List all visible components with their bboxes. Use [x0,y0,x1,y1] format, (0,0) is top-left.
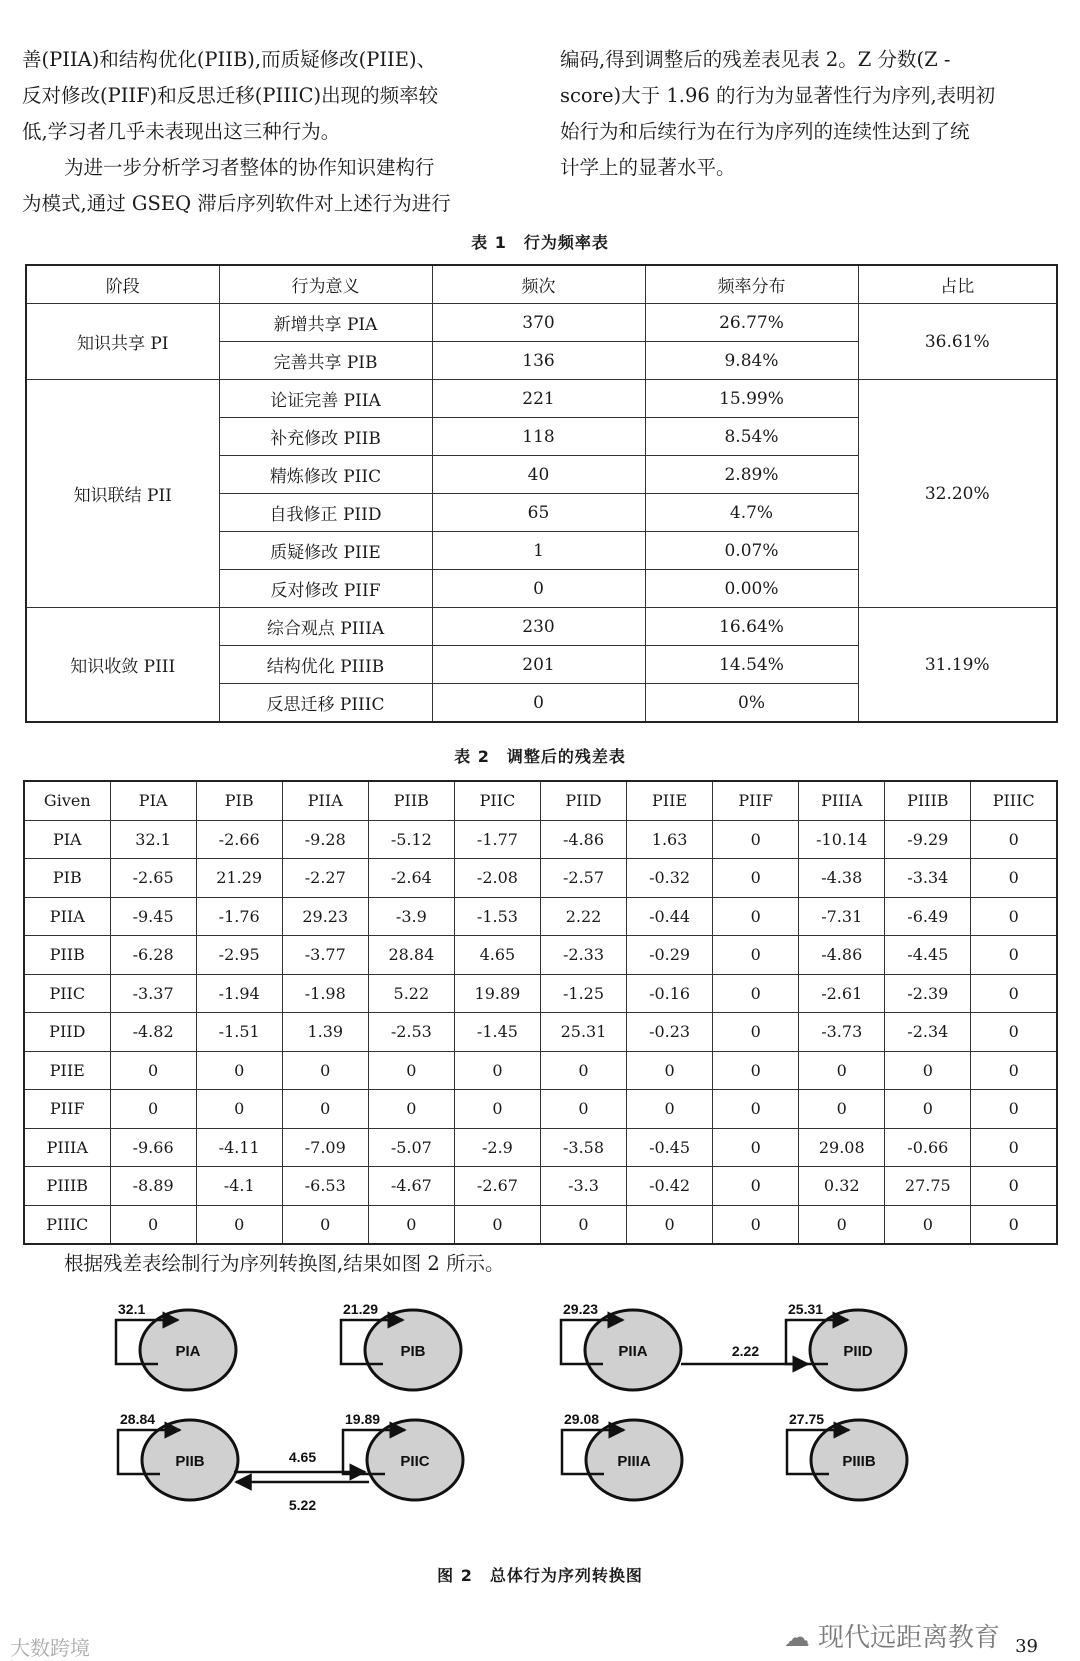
column-header: 行为意义 [219,265,432,304]
residual-cell: -4.82 [110,1013,196,1052]
column-header: 阶段 [26,265,219,304]
residual-cell: 0 [971,1051,1057,1090]
count-cell: 118 [432,418,645,456]
residual-cell: 0 [110,1051,196,1090]
residual-cell: 0 [713,974,799,1013]
residual-cell: -0.29 [627,936,713,975]
column-header: PIIIC [971,781,1057,820]
frequency-cell: 8.54% [645,418,858,456]
residual-cell: 0 [282,1205,368,1244]
residual-cell: 0 [282,1090,368,1129]
residual-cell: -3.9 [368,897,454,936]
row-label-cell: PIIC [24,974,110,1013]
count-cell: 230 [432,608,645,646]
residual-cell: -1.25 [540,974,626,1013]
behavior-cell: 补充修改 PIIB [219,418,432,456]
residual-cell: 4.65 [454,936,540,975]
row-label-cell: PIIIA [24,1128,110,1167]
residual-cell: 0 [713,936,799,975]
residual-cell: 0 [454,1205,540,1244]
residual-cell: -3.34 [885,859,971,898]
residual-cell: 0 [713,859,799,898]
residual-cell: 5.22 [368,974,454,1013]
residual-cell: 0 [971,974,1057,1013]
count-cell: 1 [432,532,645,570]
column-header: PIID [540,781,626,820]
table-row [24,936,1057,975]
residual-cell: 0 [971,1167,1057,1206]
table-row [24,1205,1057,1244]
frequency-cell: 15.99% [645,380,858,418]
column-header: 频率分布 [645,265,858,304]
count-cell: 221 [432,380,645,418]
residual-cell: 0 [971,936,1057,975]
text-line: score)大于 1.96 的行为为显著性行为序列,表明初 [560,84,996,107]
frequency-table [25,264,1058,723]
table-row [26,380,1057,418]
residual-cell: -2.27 [282,859,368,898]
table-header-row [24,781,1057,820]
residual-cell: -10.14 [799,820,885,859]
behavior-cell: 结构优化 PIIIB [219,646,432,684]
stage-cell: 知识收敛 PIII [26,608,219,723]
residual-cell: -2.64 [368,859,454,898]
table-row [24,1167,1057,1206]
residual-cell: -0.42 [627,1167,713,1206]
row-label-cell: PIIIB [24,1167,110,1206]
residual-cell: -0.44 [627,897,713,936]
residual-cell: -1.51 [196,1013,282,1052]
residual-cell: -2.53 [368,1013,454,1052]
residual-cell: -2.08 [454,859,540,898]
residual-cell: 0 [885,1090,971,1129]
residual-cell: 0 [110,1090,196,1129]
behavior-cell: 反思迁移 PIIIC [219,684,432,723]
row-label-cell: PIA [24,820,110,859]
transition-diagram [100,1296,980,1556]
residual-cell: 0 [713,1013,799,1052]
table-row [24,1051,1057,1090]
residual-cell: 0 [971,897,1057,936]
table-row [24,897,1057,936]
residual-cell: -2.65 [110,859,196,898]
residual-cell: 0 [713,1090,799,1129]
behavior-cell: 综合观点 PIIIA [219,608,432,646]
node-label: PIIB [175,1453,205,1470]
column-header: PIIF [713,781,799,820]
residual-cell: 32.1 [110,820,196,859]
edge-value: 5.22 [288,1497,317,1513]
residual-cell: 0 [454,1051,540,1090]
residual-cell: -1.76 [196,897,282,936]
residual-cell: 0 [885,1051,971,1090]
residual-cell: 0 [971,1128,1057,1167]
wechat-icon: ☁ [783,1623,818,1653]
residual-cell: 0 [799,1205,885,1244]
self-loop-value: 19.89 [345,1411,381,1427]
behavior-cell: 精炼修改 PIIC [219,456,432,494]
residual-cell: 0 [971,1090,1057,1129]
residual-cell: -4.86 [799,936,885,975]
node-label: PIIA [618,1343,648,1360]
residual-cell: 0 [713,897,799,936]
residual-cell: 0 [368,1205,454,1244]
residual-cell: 0 [971,820,1057,859]
table-row [24,1090,1057,1129]
frequency-cell: 14.54% [645,646,858,684]
column-header: PIIIB [885,781,971,820]
residual-cell: -9.66 [110,1128,196,1167]
residual-cell: 0 [971,1013,1057,1052]
residual-cell: 21.29 [196,859,282,898]
column-header: PIIA [282,781,368,820]
residual-cell: 0 [713,1167,799,1206]
node-label: PIIIA [617,1453,651,1470]
self-loop-value: 25.31 [788,1301,824,1317]
table-row [26,608,1057,646]
residual-cell: 0 [971,859,1057,898]
residual-cell: 0 [196,1051,282,1090]
right-column-text [560,42,1060,186]
residual-cell: -3.77 [282,936,368,975]
residual-cell: -1.53 [454,897,540,936]
text-line: 反对修改(PIIF)和反思迁移(PIIIC)出现的频率较 [22,84,439,107]
residual-cell: -6.49 [885,897,971,936]
behavior-cell: 新增共享 PIA [219,304,432,342]
table-row [24,974,1057,1013]
figure-caption: 图 2 总体行为序列转换图 [437,1566,643,1585]
residual-cell: -9.29 [885,820,971,859]
residual-cell: -0.45 [627,1128,713,1167]
residual-cell: -4.11 [196,1128,282,1167]
column-header: Given [24,781,110,820]
node-label: PIID [843,1343,873,1360]
text-line: 编码,得到调整后的残差表见表 2。Z 分数(Z - [560,48,951,71]
residual-cell: 0 [713,1205,799,1244]
residual-cell: -3.37 [110,974,196,1013]
residual-cell: -6.53 [282,1167,368,1206]
column-header: PIIE [627,781,713,820]
residual-cell: -2.67 [454,1167,540,1206]
residual-cell: 0 [454,1090,540,1129]
table-row [26,304,1057,342]
residual-cell: 0 [540,1205,626,1244]
residual-cell: -0.16 [627,974,713,1013]
row-label-cell: PIID [24,1013,110,1052]
count-cell: 370 [432,304,645,342]
residual-cell: 0 [713,1051,799,1090]
row-label-cell: PIIF [24,1090,110,1129]
row-label-cell: PIIE [24,1051,110,1090]
residual-cell: -6.28 [110,936,196,975]
node-label: PIIC [400,1453,430,1470]
share-cell: 32.20% [858,380,1057,608]
residual-cell: -2.57 [540,859,626,898]
frequency-cell: 0% [645,684,858,723]
behavior-cell: 质疑修改 PIIE [219,532,432,570]
behavior-cell: 完善共享 PIB [219,342,432,380]
watermark: ☁ 现代远距离教育 [783,1623,1000,1653]
residual-cell: 0 [799,1051,885,1090]
residual-cell: -2.39 [885,974,971,1013]
residual-cell: 0.32 [799,1167,885,1206]
residual-cell: -4.67 [368,1167,454,1206]
residual-cell: -2.66 [196,820,282,859]
count-cell: 40 [432,456,645,494]
residual-cell: 19.89 [454,974,540,1013]
table-row [24,1128,1057,1167]
residual-cell: 0 [799,1090,885,1129]
behavior-cell: 反对修改 PIIF [219,570,432,608]
residual-cell: -0.32 [627,859,713,898]
figure-intro-text [22,1246,1022,1282]
frequency-cell: 0.00% [645,570,858,608]
residual-cell: -4.38 [799,859,885,898]
residual-cell: -5.07 [368,1128,454,1167]
residual-cell: -7.09 [282,1128,368,1167]
behavior-cell: 自我修正 PIID [219,494,432,532]
edge-value: 2.22 [731,1343,760,1359]
residual-cell: 0 [627,1051,713,1090]
column-header: PIB [196,781,282,820]
residual-cell: 0 [368,1051,454,1090]
row-label-cell: PIB [24,859,110,898]
edge-value: 4.65 [288,1449,317,1465]
table1-caption: 表 1 行为频率表 [471,233,609,252]
residual-cell: -3.3 [540,1167,626,1206]
column-header: 占比 [858,265,1057,304]
residual-cell: -9.28 [282,820,368,859]
residual-cell: -7.31 [799,897,885,936]
residual-cell: 0 [885,1205,971,1244]
self-loop-value: 27.75 [789,1411,825,1427]
residual-cell: 0 [971,1205,1057,1244]
residual-cell: -2.9 [454,1128,540,1167]
residual-cell: 0 [196,1205,282,1244]
stage-cell: 知识联结 PII [26,380,219,608]
node-label: PIA [175,1343,201,1360]
self-loop-value: 32.1 [118,1301,146,1317]
left-column-text [22,42,502,222]
residual-cell: 0 [368,1090,454,1129]
residual-cell: -2.33 [540,936,626,975]
row-label-cell: PIIA [24,897,110,936]
residual-cell: -8.89 [110,1167,196,1206]
count-cell: 136 [432,342,645,380]
residual-cell: -4.1 [196,1167,282,1206]
residual-cell: 2.22 [540,897,626,936]
frequency-cell: 4.7% [645,494,858,532]
column-header: 频次 [432,265,645,304]
residual-cell: 0 [540,1090,626,1129]
text-line: 为进一步分析学习者整体的协作知识建构行 [64,156,435,179]
residual-cell: 29.23 [282,897,368,936]
residual-cell: -1.98 [282,974,368,1013]
table2-caption: 表 2 调整后的残差表 [454,747,626,766]
residual-cell: -9.45 [110,897,196,936]
residual-cell: -4.45 [885,936,971,975]
frequency-cell: 0.07% [645,532,858,570]
row-label-cell: PIIB [24,936,110,975]
frequency-cell: 26.77% [645,304,858,342]
text-line: 低,学习者几乎未表现出这三种行为。 [22,120,341,143]
table-row [24,820,1057,859]
residual-cell: -4.86 [540,820,626,859]
residual-cell: 0 [713,820,799,859]
count-cell: 0 [432,570,645,608]
behavior-cell: 论证完善 PIIA [219,380,432,418]
column-header: PIIC [454,781,540,820]
text-line: 计学上的显著水平。 [560,156,736,179]
residual-cell: 0 [627,1205,713,1244]
frequency-cell: 16.64% [645,608,858,646]
residual-cell: -3.58 [540,1128,626,1167]
residual-cell: -1.94 [196,974,282,1013]
node-label: PIIIB [842,1453,876,1470]
count-cell: 0 [432,684,645,723]
residual-cell: -2.95 [196,936,282,975]
residual-cell: 25.31 [540,1013,626,1052]
watermark-logo: 大数跨境 [10,1636,90,1660]
self-loop-value: 29.08 [564,1411,600,1427]
self-loop-value: 29.23 [563,1301,599,1317]
row-label-cell: PIIIC [24,1205,110,1244]
residual-cell: 0 [110,1205,196,1244]
residual-cell: -0.23 [627,1013,713,1052]
node-label: PIB [400,1343,426,1360]
residual-cell: -1.45 [454,1013,540,1052]
residual-cell: -0.66 [885,1128,971,1167]
residual-cell: 28.84 [368,936,454,975]
residual-cell: -2.61 [799,974,885,1013]
text-line: 为模式,通过 GSEQ 滞后序列软件对上述行为进行 [22,192,451,215]
residual-cell: 0 [540,1051,626,1090]
text-line: 善(PIIA)和结构优化(PIIB),而质疑修改(PIIE)、 [22,48,437,71]
frequency-cell: 2.89% [645,456,858,494]
residual-cell: 1.63 [627,820,713,859]
residual-cell: 0 [196,1090,282,1129]
text-line: 根据残差表绘制行为序列转换图,结果如图 2 所示。 [64,1252,505,1275]
residual-cell: 0 [713,1128,799,1167]
self-loop-value: 21.29 [343,1301,379,1317]
page-number: 39 [1015,1636,1038,1657]
residual-table [23,780,1058,1245]
share-cell: 36.61% [858,304,1057,380]
residual-cell: 0 [627,1090,713,1129]
residual-cell: -2.34 [885,1013,971,1052]
residual-cell: -3.73 [799,1013,885,1052]
residual-cell: 1.39 [282,1013,368,1052]
share-cell: 31.19% [858,608,1057,723]
text-line: 始行为和后续行为在行为序列的连续性达到了统 [560,120,970,143]
residual-cell: -1.77 [454,820,540,859]
residual-cell: -5.12 [368,820,454,859]
column-header: PIA [110,781,196,820]
table-row [24,1013,1057,1052]
stage-cell: 知识共享 PI [26,304,219,380]
column-header: PIIIA [799,781,885,820]
frequency-cell: 9.84% [645,342,858,380]
residual-cell: 29.08 [799,1128,885,1167]
self-loop-value: 28.84 [120,1411,156,1427]
residual-cell: 0 [282,1051,368,1090]
table-header-row [26,265,1057,304]
residual-cell: 27.75 [885,1167,971,1206]
count-cell: 65 [432,494,645,532]
table-row [24,859,1057,898]
column-header: PIIB [368,781,454,820]
count-cell: 201 [432,646,645,684]
